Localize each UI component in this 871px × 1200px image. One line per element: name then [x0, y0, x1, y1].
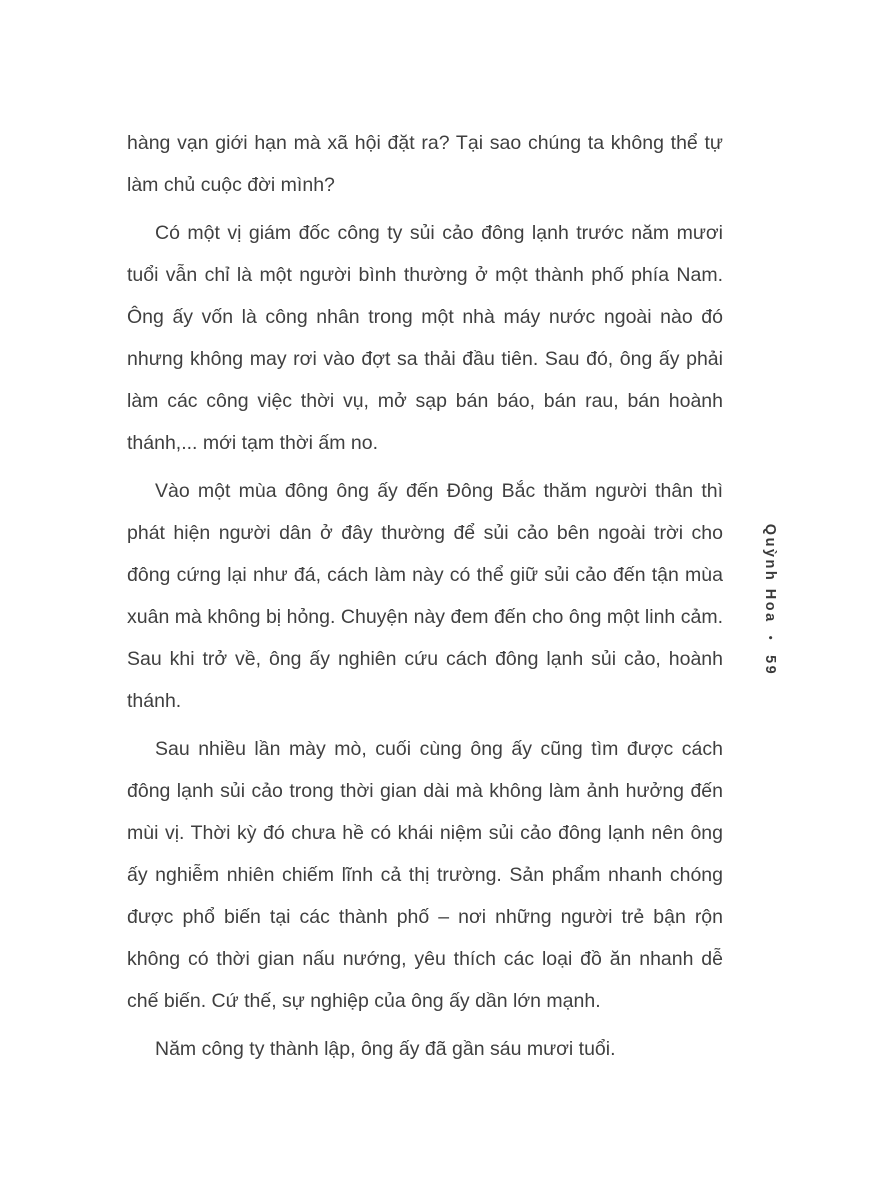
paragraph-2: Có một vị giám đốc công ty sủi cảo đông lạnh trước năm mươi tuổi vẫn chỉ là một người bình thường ở một thành phố phía Nam. Ông ấy vốn là công nhân trong một nhà máy nước ngoài nào đó nhưng không may rơi vào đợt sa thải đầu tiên. Sau đó, ông ấy phải làm các công việc thời vụ, mở sạp bán báo, bán rau, bán hoành thánh,... mới tạm thời ấm no. [127, 222, 723, 454]
paragraph-1: hàng vạn giới hạn mà xã hội đặt ra? Tại sao chúng ta không thể tự làm chủ cuộc đời mình? [127, 132, 723, 196]
margin-caption [762, 524, 778, 676]
page-number: 59 [762, 655, 778, 677]
paragraph-5: Năm công ty thành lập, ông ấy đã gần sáu mươi tuổi. [155, 1038, 616, 1060]
author-name: Quỳnh Hoa [762, 523, 778, 624]
separator-dot: • [764, 636, 776, 643]
paragraph-4: Sau nhiều lần mày mò, cuối cùng ông ấy cũng tìm được cách đông lạnh sủi cảo trong thời gian dài mà không làm ảnh hưởng đến mùi vị. Thời kỳ đó chưa hề có khái niệm sủi cảo đông lạnh nên ông ấy nghiễm nhiên chiếm lĩnh cả thị trường. Sản phẩm nhanh chóng được phổ biến tại các thành phố – nơi những người trẻ bận rộn không có thời gian nấu nướng, yêu thích các loại đồ ăn nhanh dễ chế biến. Cứ thế, sự nghiệp của ông ấy dần lớn mạnh. [127, 738, 723, 1012]
text-column [127, 122, 723, 1076]
paragraph-3: Vào một mùa đông ông ấy đến Đông Bắc thăm người thân thì phát hiện người dân ở đây thường để sủi cảo bên ngoài trời cho đông cứng lại như đá, cách làm này có thể giữ sủi cảo đến tận mùa xuân mà không bị hỏng. Chuyện này đem đến cho ông một linh cảm. Sau khi trở về, ông ấy nghiên cứu cách đông lạnh sủi cảo, hoành thánh. [127, 480, 723, 712]
